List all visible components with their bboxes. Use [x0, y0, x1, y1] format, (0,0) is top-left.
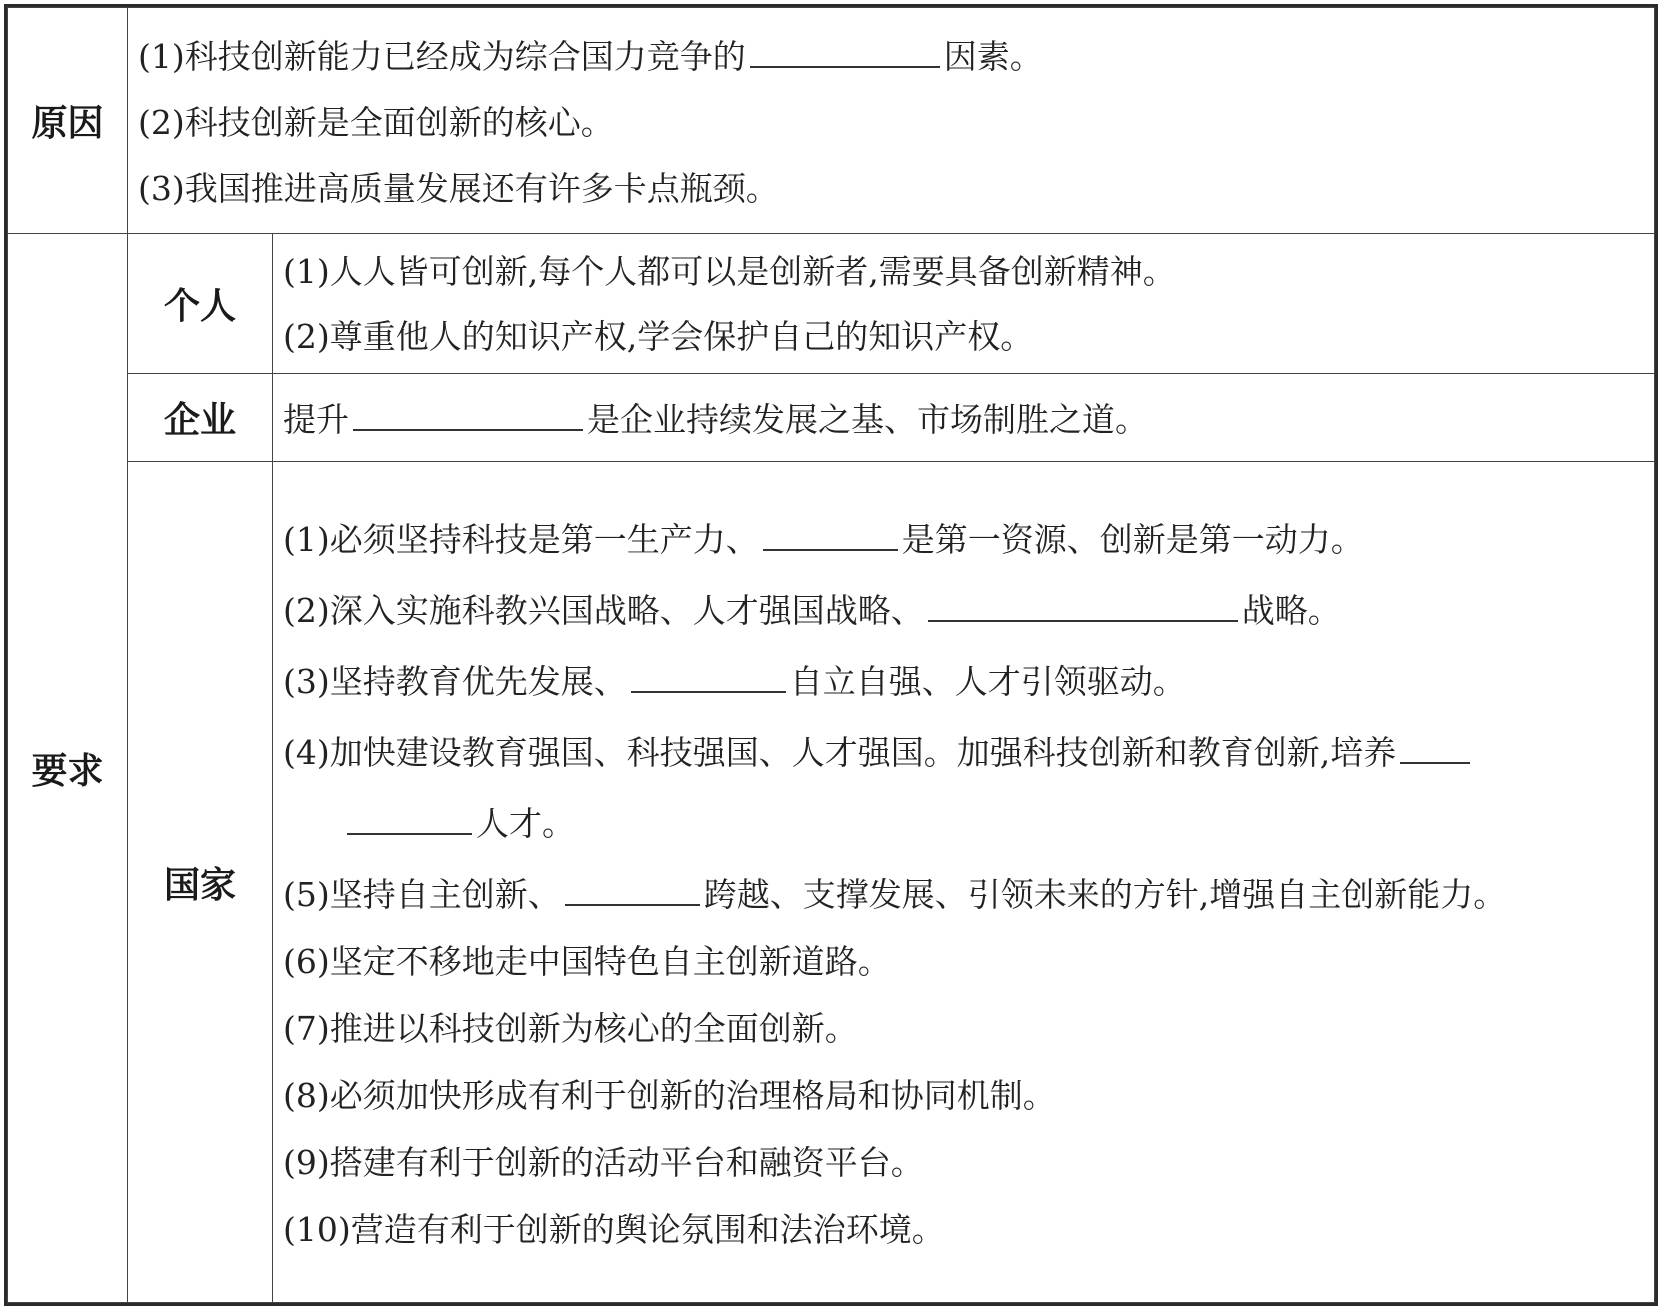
- country-item-4-continued: [283, 803, 1654, 843]
- country-item-1: [283, 519, 1654, 559]
- country-item-9: (9)搭建有利于创新的活动平台和融资平台。: [283, 1142, 924, 1182]
- reason-item-1-tail: 因素。: [943, 37, 1043, 76]
- enterprise-header: 企业: [128, 374, 273, 462]
- country-item-10: (10)营造有利于创新的舆论氛围和法治环境。: [283, 1209, 945, 1249]
- country-item-7: (7)推进以科技创新为核心的全面创新。: [283, 1008, 858, 1048]
- individual-item-1: (1)人人皆可创新,每个人都可以是创新者,需要具备创新精神。: [283, 251, 1176, 291]
- reasons-row: [8, 8, 1655, 234]
- worksheet-table-frame: [4, 4, 1658, 1306]
- country-item-1-tail: 是第一资源、创新是第一动力。: [901, 519, 1364, 559]
- country-item-1-text: (1)必须坚持科技是第一生产力、: [283, 519, 759, 559]
- fill-blank[interactable]: [1400, 732, 1470, 764]
- requirements-header: 要求: [8, 234, 128, 1303]
- country-item-4-text: (4)加快建设教育强国、科技强国、人才强国。加强科技创新和教育创新,培养: [283, 732, 1397, 772]
- individual-content: [273, 234, 1655, 374]
- individual-header: 个人: [128, 234, 273, 374]
- fill-blank[interactable]: [565, 874, 700, 906]
- country-item-2-text: (2)深入实施科教兴国战略、人才强国战略、: [283, 590, 924, 630]
- fill-blank[interactable]: [347, 803, 472, 835]
- fill-blank[interactable]: [750, 36, 940, 68]
- enterprise-item-text: 提升: [283, 400, 349, 439]
- reason-item-3: (3)我国推进高质量发展还有许多卡点瓶颈。: [138, 169, 779, 208]
- country-item-5: [283, 874, 1654, 914]
- enterprise-content: [273, 374, 1655, 462]
- enterprise-item: [283, 399, 1654, 439]
- country-item-2-tail: 战略。: [1241, 590, 1341, 630]
- country-row: [8, 462, 1655, 1303]
- country-content: [273, 462, 1655, 1303]
- country-item-2: [283, 590, 1654, 630]
- reasons-content: [128, 8, 1655, 234]
- reason-item-2: (2)科技创新是全面创新的核心。: [138, 103, 614, 142]
- country-item-5-tail: 跨越、支撑发展、引领未来的方针,增强自主创新能力。: [703, 874, 1507, 914]
- summary-table: [7, 7, 1655, 1303]
- country-item-8: (8)必须加快形成有利于创新的治理格局和协同机制。: [283, 1075, 1056, 1115]
- reason-item-1-text: (1)科技创新能力已经成为综合国力竞争的: [138, 37, 746, 76]
- country-header: 国家: [128, 462, 273, 1303]
- country-item-3-tail: 自立自强、人才引领驱动。: [789, 661, 1186, 701]
- reason-item-1: [138, 36, 1654, 76]
- individual-row: [8, 234, 1655, 374]
- fill-blank[interactable]: [928, 590, 1238, 622]
- fill-blank[interactable]: [353, 399, 583, 431]
- fill-blank[interactable]: [631, 661, 786, 693]
- enterprise-item-tail: 是企业持续发展之基、市场制胜之道。: [587, 400, 1148, 439]
- country-item-5-text: (5)坚持自主创新、: [283, 874, 561, 914]
- country-item-4: [283, 732, 1654, 772]
- country-item-3-text: (3)坚持教育优先发展、: [283, 661, 627, 701]
- country-item-3: [283, 661, 1654, 701]
- country-item-4-tail: 人才。: [476, 803, 575, 843]
- reasons-header: 原因: [8, 8, 128, 234]
- fill-blank[interactable]: [763, 519, 898, 551]
- individual-item-2: (2)尊重他人的知识产权,学会保护自己的知识产权。: [283, 316, 1034, 356]
- country-item-6: (6)坚定不移地走中国特色自主创新道路。: [283, 941, 891, 981]
- enterprise-row: [8, 374, 1655, 462]
